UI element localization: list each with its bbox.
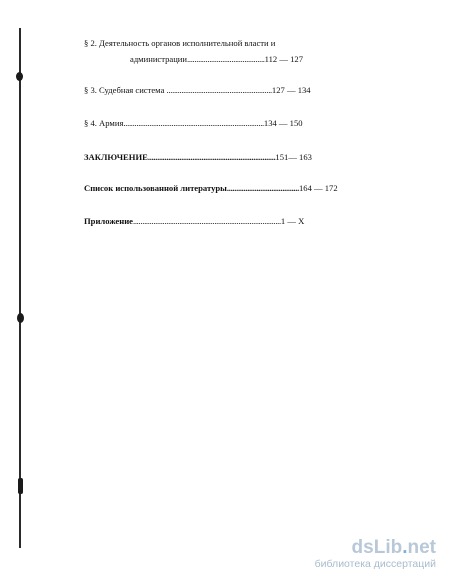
toc-entry-pages: 127 — 134	[271, 85, 311, 95]
watermark-logo	[315, 538, 436, 558]
watermark	[315, 538, 436, 570]
toc-entry-label: администрации	[130, 54, 188, 64]
toc-dot-leader: .....................................................................	[147, 152, 276, 162]
toc-entry-appendix	[84, 216, 304, 227]
toc-entry-pages: 1 — X	[280, 216, 305, 226]
watermark-logo-dot: .	[402, 537, 408, 558]
scan-edge-blob	[17, 313, 24, 323]
toc-entry-label: § 3. Судебная система	[84, 85, 165, 95]
toc-entry-conclusion	[84, 152, 312, 163]
toc-entry-pages: 134 — 150	[263, 118, 303, 128]
toc-entry-2-line2	[130, 54, 303, 65]
toc-entry-label: ЗАКЛЮЧЕНИЕ	[84, 152, 148, 162]
toc-entry-pages: 112 — 127	[264, 54, 304, 64]
toc-entry-label: § 4. Армия	[84, 118, 124, 128]
toc-entry-3	[84, 85, 311, 96]
watermark-subtitle: библиотека диссертаций	[314, 558, 436, 570]
toc-entry-bibliography	[84, 183, 338, 194]
toc-entry-label: Приложение	[84, 216, 133, 226]
watermark-logo-main: dsLib	[351, 537, 403, 558]
scan-edge-blob	[16, 72, 23, 81]
toc-entry-label: Список использованной литературы	[84, 183, 227, 193]
toc-dot-leader: ................................................................................	[132, 216, 281, 226]
watermark-logo-tld: net	[407, 537, 436, 558]
scan-edge-blob	[18, 478, 23, 494]
toc-entry-pages: 164 — 172	[298, 183, 338, 193]
toc-dot-leader: ..........................................	[187, 54, 265, 64]
toc-entry-pages: 151— 163	[275, 152, 312, 162]
toc-entry-2-line1	[84, 38, 275, 49]
scan-edge-line	[19, 28, 21, 548]
toc-dot-leader: ............................................................................	[123, 118, 264, 128]
toc-dot-leader: .........................................................	[166, 85, 272, 95]
toc-entry-label: § 2. Деятельность органов исполнительной власти и	[84, 38, 276, 48]
toc-entry-4	[84, 118, 303, 129]
toc-dot-leader: .......................................	[226, 183, 299, 193]
